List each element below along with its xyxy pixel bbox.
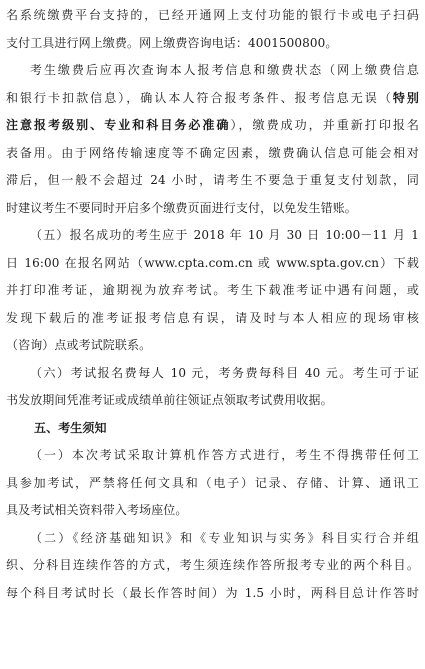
text-line: 织、分科目连续作答的方式，考生须连续作答所报考专业的两个科目。 — [6, 558, 419, 572]
text-line: 表备用。由于网络传输速度等不确定因素，缴费确认信息可能会相对 — [6, 145, 419, 160]
text-line: 时建议考生不要同时开启多个缴费页面进行支付，以免发生错账。 — [6, 200, 357, 215]
text-line: 书发放期间凭准考证或成绩单前往领证点领取考试费用收据。 — [6, 393, 333, 407]
text-line: 滞后，但一般不会超过 24 小时，请考生不要急于重复支付划款，同 — [6, 173, 419, 187]
bold-emphasis: 注意报考级别、专业和科目务必准确 — [6, 118, 231, 132]
text-line — [6, 112, 419, 140]
paragraph-start-line: （一）本次考试采取计算机作答方式进行，考生不得携带任何工 — [30, 448, 419, 462]
text-line: 发现下载后的准考证报考信息有误，请及时与本人相应的现场审核 — [6, 310, 419, 325]
text-line: 名系统缴费平台支持的，已经开通网上支付功能的银行卡或电子扫码 — [6, 8, 419, 22]
text-line — [6, 85, 419, 113]
text-line: 日 16:00 在报名网站（www.cpta.com.cn 或 www.spta.gov.cn）下载 — [6, 255, 419, 270]
text-segment: 和银行卡扣款信息），确认本人符合报考条件、报考信息无误（ — [6, 90, 393, 105]
text-line: 具参加考试，严禁将任何文具和（电子）记录、存储、计算、通讯工 — [6, 475, 419, 490]
section-heading: 五、考生须知 — [34, 420, 107, 435]
paragraph-start-line: （六）考试报名费每人 10 元，考务费每科目 40 元。考生可于证 — [30, 365, 419, 380]
text-segment: ），缴费成功，并重新打印报名 — [230, 118, 419, 132]
bold-emphasis: 特别 — [392, 90, 419, 105]
paragraph-start-line: （二）《经济基础知识》和《专业知识与实务》科目实行合并组 — [30, 530, 419, 545]
paragraph-start-line: （五）报名成功的考生应于 2018 年 10 月 30 日 10:00－11 月 1 — [30, 228, 419, 242]
text-line: 具及考试相关资料带入考场座位。 — [6, 503, 188, 517]
text-line: 每个科目考试时长（最长作答时间）为 1.5 小时，两科目总计作答时 — [6, 585, 419, 600]
text-line: 并打印准考证，逾期视为放弃考试。考生下载准考证中遇有问题，或 — [6, 283, 419, 297]
paragraph-start-line: 考生缴费后应再次查询本人报考信息和缴费状态（网上缴费信息 — [30, 63, 419, 77]
text-line: （咨询）点或考试院联系。 — [6, 338, 152, 352]
text-line: 支付工具进行网上缴费。网上缴费咨询电话：4001500800。 — [6, 35, 338, 50]
